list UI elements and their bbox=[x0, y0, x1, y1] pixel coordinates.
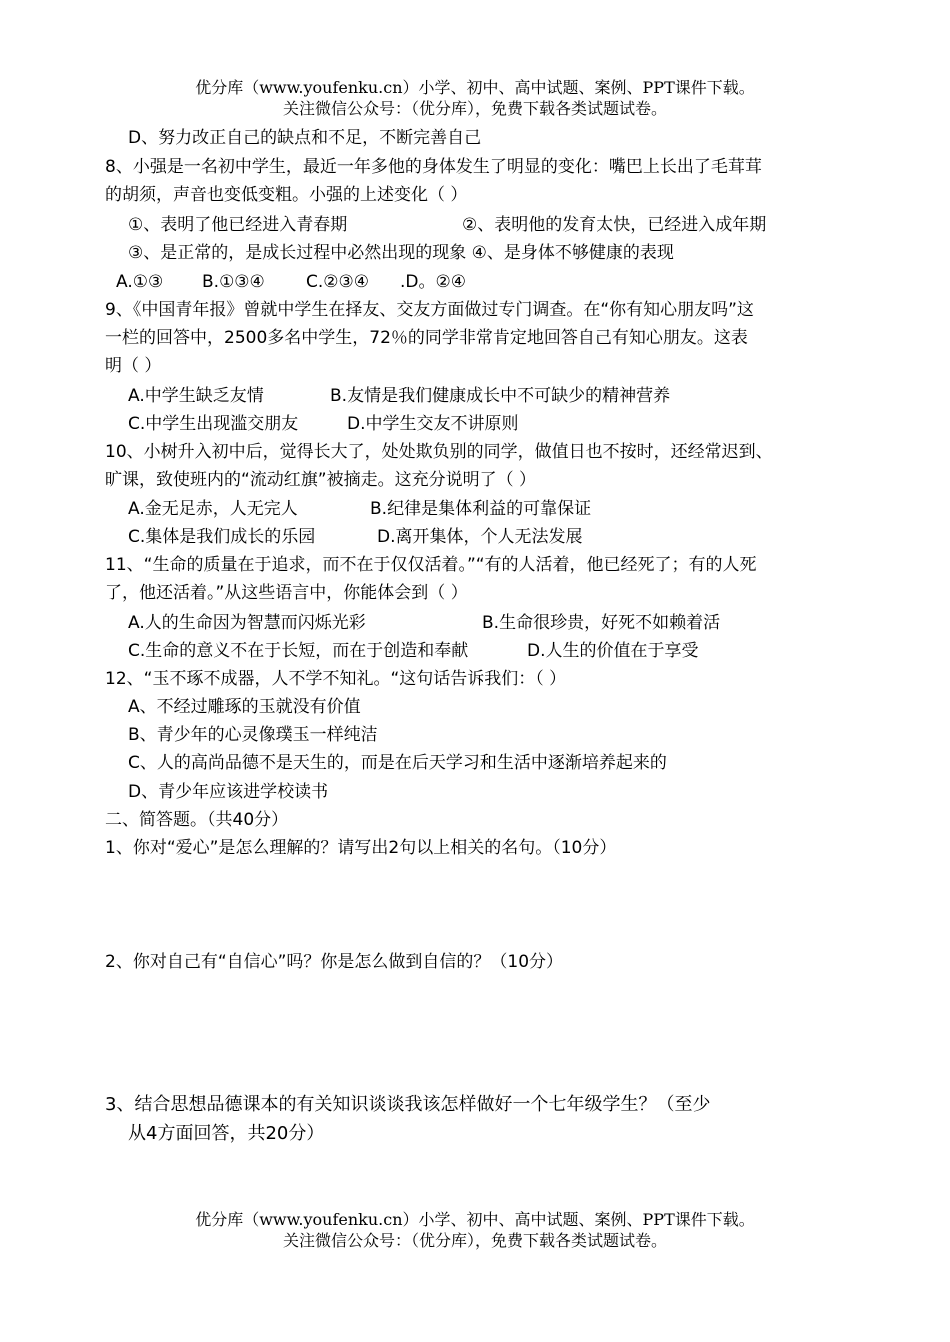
q9-option-b: B.友情是我们健康成长中不可缺少的精神营养 bbox=[330, 386, 671, 406]
q8-option-d: .D。②④ bbox=[400, 272, 466, 292]
q8-stem-line-1: 8、小强是一名初中学生，最近一年多他的身体发生了明显的变化：嘴巴上长出了毛茸茸 bbox=[105, 157, 762, 177]
q12-option-c: C、人的高尚品德不是天生的，而是在后天学习和生活中逐渐培养起来的 bbox=[128, 753, 667, 773]
q11-option-c: C.生命的意义不在于长短，而在于创造和奉献 bbox=[128, 641, 469, 661]
q12-stem: 12、“玉不琢不成器，人不学不知礼。“这句话告诉我们：（ ） bbox=[105, 669, 567, 689]
q8-option-a: A.①③ bbox=[116, 272, 164, 292]
q11-option-d: D.人生的价值在于享受 bbox=[527, 641, 699, 661]
q9-stem-line-1: 9、《中国青年报》曾就中学生在择友、交友方面做过专门调查。在“你有知心朋友吗”这 bbox=[105, 300, 754, 320]
header-line-1: 优分库（www.youfenku.cn）小学、初中、高中试题、案例、PPT课件下载。 bbox=[195, 78, 755, 97]
q11-stem-line-2: 了，他还活着。”从这些语言中，你能体会到（ ） bbox=[105, 583, 468, 603]
q8-stem-line-2: 的胡须，声音也变低变粗。小强的上述变化（ ） bbox=[105, 185, 468, 205]
q8-item-3-4: ③、是正常的，是成长过程中必然出现的现象 ④、是身体不够健康的表现 bbox=[128, 243, 674, 263]
short-answer-q1: 1、你对“爱心”是怎么理解的？请写出2句以上相关的名句。（10分） bbox=[105, 838, 617, 858]
q10-option-c: C.集体是我们成长的乐园 bbox=[128, 527, 316, 547]
q9-option-d: D.中学生交友不讲原则 bbox=[347, 414, 519, 434]
q12-option-a: A、不经过雕琢的玉就没有价值 bbox=[128, 697, 361, 717]
section-2-title: 二、简答题。（共40分） bbox=[105, 810, 289, 830]
header-line-2: 关注微信公众号：（优分库），免费下载各类试题试卷。 bbox=[282, 99, 667, 118]
q10-option-b: B.纪律是集体利益的可靠保证 bbox=[370, 499, 592, 519]
short-answer-q2: 2、你对自己有“自信心”吗？你是怎么做到自信的？（10分） bbox=[105, 952, 564, 972]
q10-option-a: A.金无足赤，人无完人 bbox=[128, 499, 298, 519]
short-answer-q3-line-1: 3、结合思想品德课本的有关知识谈谈我该怎样做好一个七年级学生？（至少 bbox=[105, 1094, 711, 1115]
q9-stem-line-2: 一栏的回答中，2500多名中学生，72％的同学非常肯定地回答自己有知心朋友。这表 bbox=[105, 328, 748, 348]
q12-option-d: D、青少年应该进学校读书 bbox=[128, 782, 329, 802]
q8-item-2: ②、表明他的发育太快，已经进入成年期 bbox=[462, 215, 767, 235]
q10-stem-line-1: 10、小树升入初中后，觉得长大了，处处欺负别的同学，做值日也不按时，还经常迟到、 bbox=[105, 442, 773, 462]
q10-option-d: D.离开集体，个人无法发展 bbox=[377, 527, 583, 547]
short-answer-q3-line-2: 从4方面回答，共20分） bbox=[128, 1123, 325, 1144]
q8-item-1: ①、表明了他已经进入青春期 bbox=[128, 215, 348, 235]
footer-line-2: 关注微信公众号：（优分库），免费下载各类试题试卷。 bbox=[282, 1231, 667, 1250]
q11-option-a: A.人的生命因为智慧而闪烁光彩 bbox=[128, 613, 366, 633]
q8-option-c: C.②③④ bbox=[306, 272, 369, 292]
q9-stem-line-3: 明（ ） bbox=[105, 356, 162, 376]
page-header bbox=[0, 77, 950, 119]
q10-stem-line-2: 旷课，致使班内的“流动红旗”被摘走。这充分说明了（ ） bbox=[105, 470, 537, 490]
q7-option-d: D、努力改正自己的缺点和不足，不断完善自己 bbox=[128, 128, 482, 148]
q8-option-b: B.①③④ bbox=[202, 272, 265, 292]
q12-option-b: B、青少年的心灵像璞玉一样纯洁 bbox=[128, 725, 378, 745]
q11-stem-line-1: 11、“生命的质量在于追求，而不在于仅仅活着。”“有的人活着，他已经死了；有的人死 bbox=[105, 555, 757, 575]
footer-line-1: 优分库（www.youfenku.cn）小学、初中、高中试题、案例、PPT课件下载。 bbox=[195, 1210, 755, 1229]
q9-option-a: A.中学生缺乏友情 bbox=[128, 386, 264, 406]
page-footer bbox=[0, 1209, 950, 1251]
q9-option-c: C.中学生出现滥交朋友 bbox=[128, 414, 299, 434]
q11-option-b: B.生命很珍贵，好死不如赖着活 bbox=[482, 613, 721, 633]
